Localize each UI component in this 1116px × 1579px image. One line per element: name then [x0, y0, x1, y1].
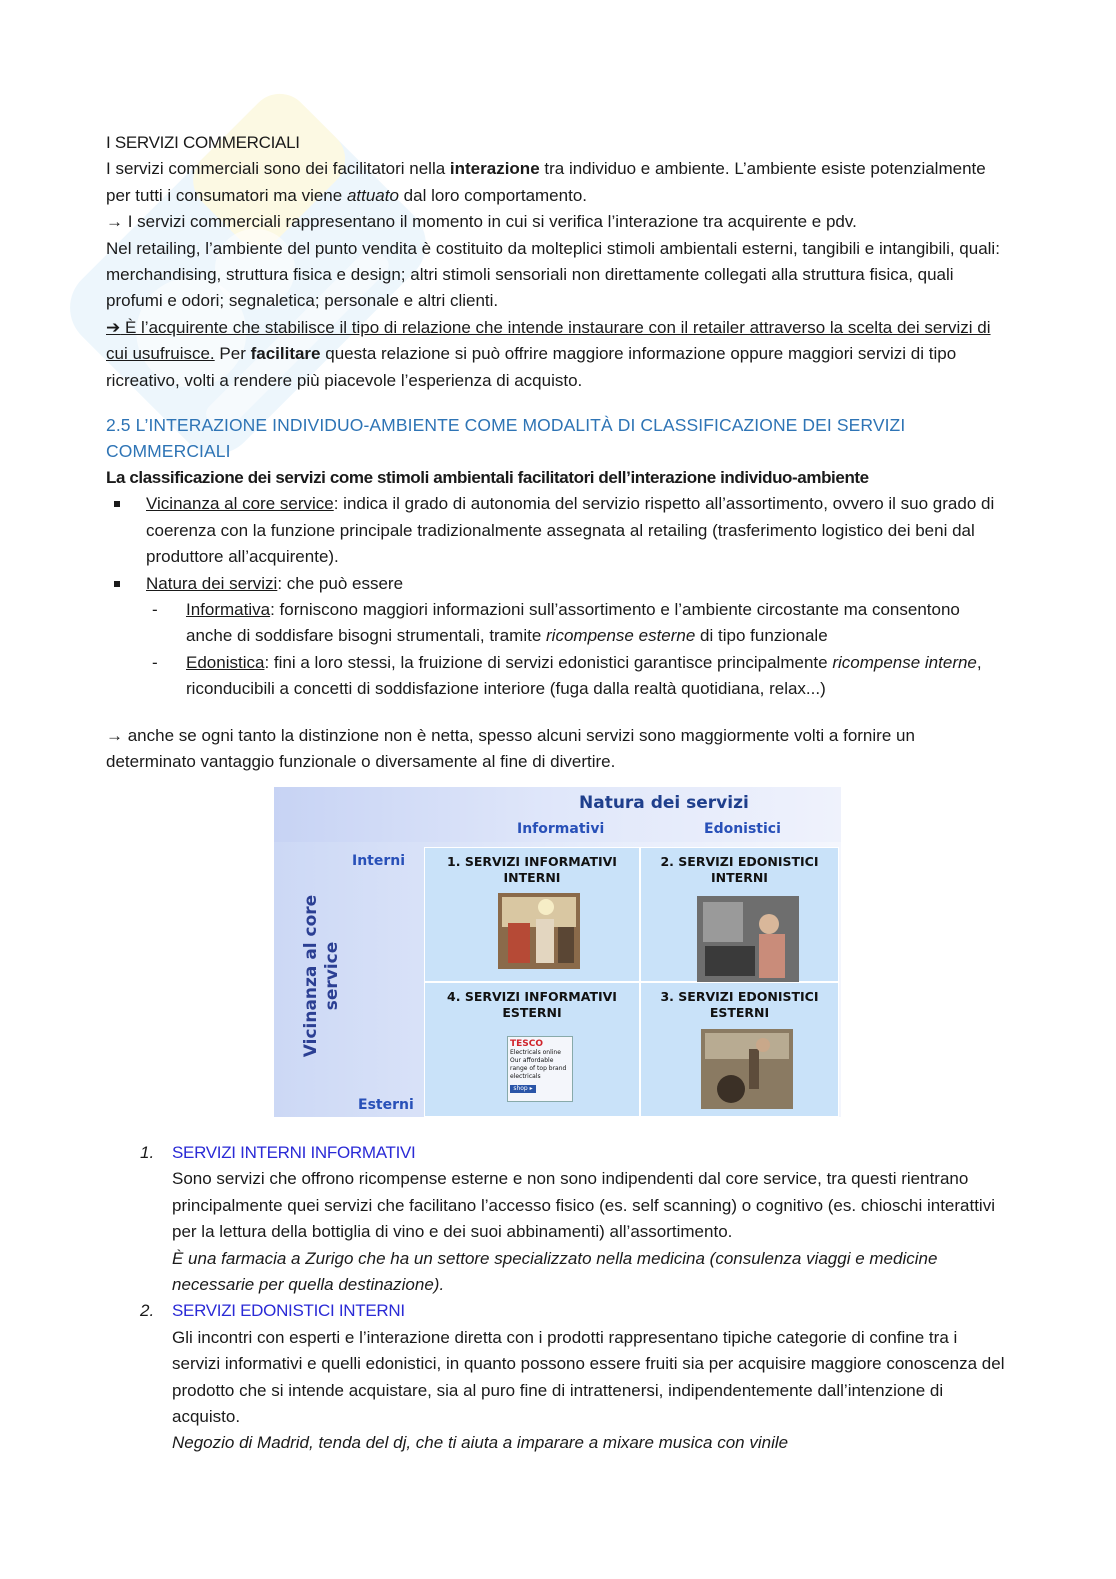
item-example: Negozio di Madrid, tenda del dj, che ti aiuta a imparare a mixare musica con vinile	[172, 1433, 789, 1453]
classification-matrix-figure	[274, 787, 841, 1117]
figure-title: Natura dei servizi	[579, 793, 749, 813]
bold-arrow-icon: ➔	[106, 317, 121, 337]
item-text: Sono servizi che offrono ricompense esterne e non sono indipendenti dal core service, tra questi rientrano principalmente quei servizi che facilitano l’accesso fisico (es. self scanning) o cognitivo (es. chioschi interattivi per la lettura della bottiglia di vino e dei suoi abbinamenti) all’assortimento.	[172, 1169, 995, 1242]
retailing-paragraph: Nel retailing, l’ambiente del punto vendita è costituito da molteplici stimoli ambientali esterni, tangibili e intangibili, quali: merchandising, struttura fisica e design; altri stimoli sensoriali non direttamente collegati alla struttura fisica, quali profumi e odori; segnaletica; personale e altri clienti.	[106, 238, 1000, 311]
outdoor-activity-photo	[701, 1029, 793, 1109]
sub-list-item: - Edonistica: fini a loro stessi, la fruizione di servizi edonistici garantisce principalmente ricompense interne, riconducibili a concetti di soddisfazione interiore (fuga dalla realtà quotidiana, relax...)	[146, 650, 1006, 703]
column-label-edonistici: Edonistici	[704, 821, 781, 837]
cell-informativi-esterni: 4. SERVIZI INFORMATIVI ESTERNI TESCO Electricals online Our affordable range of top brand electricals shop ▸	[424, 982, 640, 1117]
tesco-ad-photo	[507, 1036, 573, 1102]
tesco-line1: Electricals online	[510, 1049, 561, 1056]
section-subtitle: La classificazione dei servizi come stimoli ambientali facilitatori dell’interazione individuo-ambiente	[106, 467, 869, 487]
numbered-section	[106, 1140, 1006, 1457]
item-example: È una farmacia a Zurigo che ha un settore specializzato nella medicina (consulenza viaggi e medicine necessarie per quella destinazione).	[172, 1248, 938, 1295]
column-label-informativi: Informativi	[517, 821, 605, 837]
list-item: 2. SERVIZI EDONISTICI INTERNI Gli incontri con esperti e l’interazione diretta con i prodotti rappresentano tipiche categorie di confine tra i servizi informativi e quelli edonistici, in quanto possono essere fruiti sia per acquisire maggiore conoscenza del prodotto che si intende acquistare, sia al puro fine di intrattenersi, indipendentemente dall’intenzione di acquisto. Negozio di Madrid, tenda del dj, che ti aiuta a imparare a mixare musica con vinile	[106, 1298, 1006, 1456]
heading-servizi-commerciali: I SERVIZI COMMERCIALI	[106, 133, 300, 152]
arrow-icon: →	[106, 725, 123, 745]
list-item: Natura dei servizi: che può essere - Informativa: forniscono maggiori informazioni sull’assortimento e l’ambiente circostante ma consentono anche di soddisfare bisogni strumentali, tramite ricompense esterne di tipo funzionale - Edonistica: fini a loro stessi, la fruizione di servizi edonistici garantisce principalmente ricompense interne, riconducibili a concetti di soddisfazione interiore (fuga dalla realtà quotidiana, relax...)	[106, 571, 1006, 703]
cell-informativi-interni: 1. SERVIZI INFORMATIVI INTERNI	[424, 847, 640, 982]
document-body	[106, 130, 1006, 775]
item-title: SERVIZI EDONISTICI INTERNI	[172, 1301, 405, 1321]
arrow-icon: →	[106, 212, 123, 232]
list-item: 1. SERVIZI INTERNI INFORMATIVI Sono servizi che offrono ricompense esterne e non sono indipendenti dal core service, tra questi rientrano principalmente quei servizi che facilitano l’accesso fisico (es. self scanning) o cognitivo (es. chioschi interattivi per la lettura della bottiglia di vino e dei suoi abbinamenti) all’assortimento. È una farmacia a Zurigo che ha un settore specializzato nella medicina (consulenza viaggi e medicine necessarie per quella destinazione).	[106, 1140, 1006, 1298]
services-numbered-list	[106, 1140, 1006, 1457]
cell-edonistici-interni: 2. SERVIZI EDONISTICI INTERNI	[640, 847, 839, 982]
list-item: Vicinanza al core service: indica il grado di autonomia del servizio rispetto all’assortimento, ovvero il suo grado di coerenza con la funzione principale tradizionalmente assegnata al retailing (trasferimento logistico dei beni dal produttore all’acquirente).	[106, 491, 1006, 570]
section-title: 2.5 L’INTERAZIONE INDIVIDUO-AMBIENTE COME MODALITÀ DI CLASSIFICAZIONE DEI SERVIZI COMMERCIALI	[106, 415, 906, 462]
item-title: SERVIZI INTERNI INFORMATIVI	[172, 1143, 416, 1162]
tesco-line2: Our affordable range of top brand electricals	[510, 1057, 567, 1080]
cell-edonistici-esterni: 3. SERVIZI EDONISTICI ESTERNI	[640, 982, 839, 1117]
store-interior-photo	[498, 893, 580, 969]
sub-list	[146, 597, 1006, 703]
axis-label-vicinanza: Vicinanza al core service	[301, 894, 342, 1058]
intro-paragraph: I servizi commerciali sono dei facilitatori nella interazione tra individuo e ambiente. L’ambiente esiste potenzialmente per tutti i consumatori ma viene attuato dal loro comportamento.	[106, 159, 986, 205]
item-text: Gli incontri con esperti e l’interazione diretta con i prodotti rappresentano tipiche categorie di confine tra i servizi informativi e quelli edonistici, in quanto possono essere fruiti sia per acquisire maggiore conoscenza del prodotto che si intende acquistare, sia al puro fine di intrattenersi, indipendentemente dall’intenzione di acquisto.	[172, 1327, 1005, 1427]
acquirente-paragraph: ➔ È l’acquirente che stabilisce il tipo di relazione che intende instaurare con il retailer attraverso la scelta dei servizi di cui usufruisce. Per facilitare questa relazione si può offrire maggiore informazione oppure maggiori servizi di tipo ricreativo, volti a rendere più piacevole l’esperienza di acquisto.	[106, 317, 991, 390]
row-label-interni: Interni	[352, 853, 406, 869]
intro-arrow-line: → I servizi commerciali rappresentano il momento in cui si verifica l’interazione tra acquirente e pdv.	[106, 212, 857, 232]
tesco-logo: TESCO	[510, 1039, 544, 1049]
classification-list	[106, 491, 1006, 702]
distinction-note: → anche se ogni tanto la distinzione non è netta, spesso alcuni servizi sono maggiormente volti a fornire un determinato vantaggio funzionale o diversamente al fine di divertire.	[106, 725, 915, 771]
tesco-button: shop ▸	[510, 1085, 536, 1093]
sub-list-item: - Informativa: forniscono maggiori informazioni sull’assortimento e l’ambiente circostante ma consentono anche di soddisfare bisogni strumentali, tramite ricompense esterne di tipo funzionale	[146, 597, 1006, 650]
row-label-esterni: Esterni	[358, 1097, 414, 1113]
dj-booth-photo	[697, 896, 799, 982]
